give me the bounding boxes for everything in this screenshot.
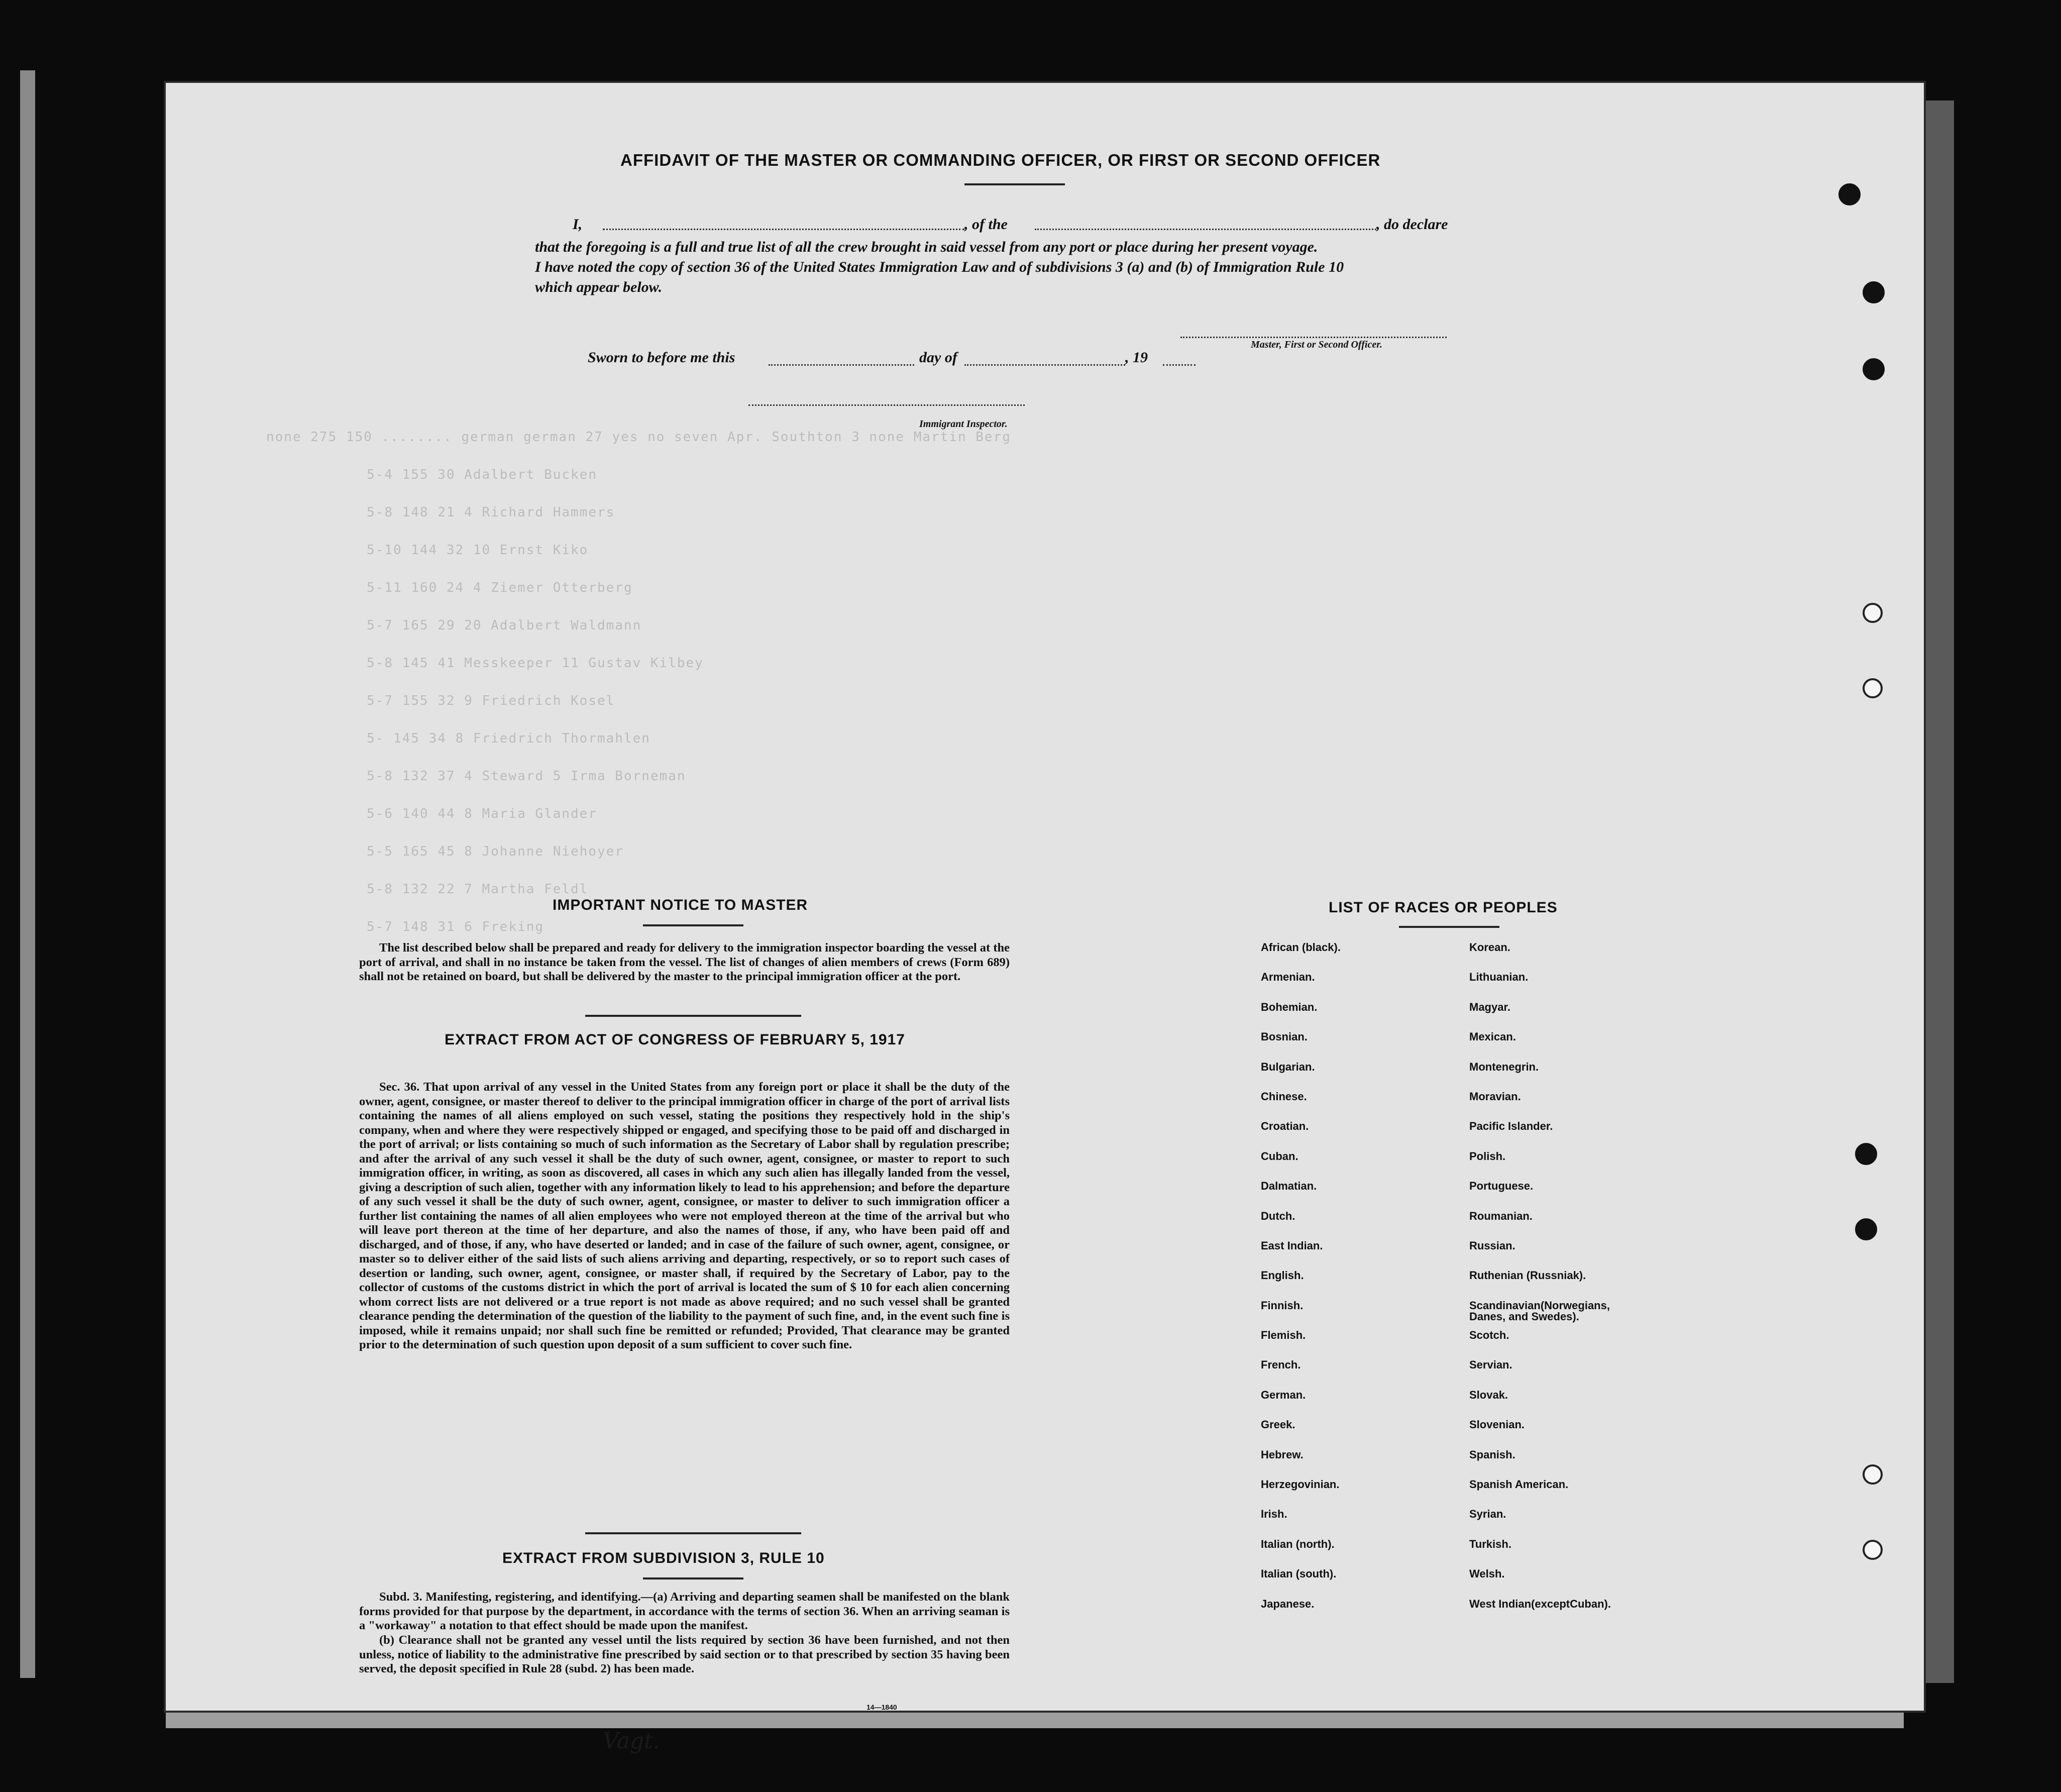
handwritten-agent-note: Vagt. xyxy=(603,1728,660,1754)
race-item: Scandinavian(Norwegians, Danes, and Swedes). xyxy=(1469,1299,1610,1323)
name-field-line xyxy=(603,229,964,230)
bleed-through-text: 5-7 165 29 20 Adalbert Waldmann xyxy=(367,618,642,633)
race-item: Mexican. xyxy=(1469,1030,1516,1043)
notice-underline xyxy=(643,924,743,926)
race-item: Cuban. xyxy=(1261,1149,1298,1163)
race-item: German. xyxy=(1261,1388,1306,1401)
punch-hole xyxy=(1863,358,1885,380)
of-the-text: , of the xyxy=(964,216,1008,233)
sworn-text: Sworn to before me this xyxy=(588,349,735,366)
affidavit-title: AFFIDAVIT OF THE MASTER OR COMMANDING OFFICER, OR FIRST OR SECOND OFFICER xyxy=(620,151,1381,169)
punch-hole xyxy=(1855,1143,1877,1165)
affidavit-line-2: that the foregoing is a full and true list of all the crew brought in said vessel from any port or place during her present voyage. xyxy=(535,239,1318,255)
rule-extract-title: EXTRACT FROM SUBDIVISION 3, RULE 10 xyxy=(502,1550,825,1566)
race-item: Bohemian. xyxy=(1261,1000,1318,1013)
race-item: Spanish. xyxy=(1469,1448,1515,1461)
race-item: Lithuanian. xyxy=(1469,971,1529,984)
rule-underline xyxy=(643,1577,743,1579)
race-item: Dutch. xyxy=(1261,1209,1295,1222)
race-item: Irish. xyxy=(1261,1508,1287,1521)
race-item: Italian (south). xyxy=(1261,1567,1337,1580)
race-item: Italian (north). xyxy=(1261,1537,1335,1550)
day-of-text: day of xyxy=(919,349,957,366)
punch-hole xyxy=(1863,281,1885,303)
punch-hole xyxy=(1863,1540,1883,1560)
race-item: English. xyxy=(1261,1269,1304,1282)
race-item: Russian. xyxy=(1469,1239,1515,1252)
race-item: French. xyxy=(1261,1358,1301,1372)
race-item: Chinese. xyxy=(1261,1090,1307,1103)
master-signature-line xyxy=(1180,337,1447,338)
race-item: Polish. xyxy=(1469,1149,1506,1163)
race-item: Welsh. xyxy=(1469,1567,1505,1580)
rule-subdivision-a: Subd. 3. Manifesting, registering, and identifying.—(a) Arriving and departing seamen shall be manifested on the blank forms provided for that purpose by the department, in accordance with the terms of section 36. When an arriving seaman is a "workaway" a notation to that effect should be made upon the manifest. xyxy=(359,1590,1010,1632)
sworn-day-line xyxy=(769,364,914,366)
punch-hole xyxy=(1863,678,1883,698)
race-item: West Indian(exceptCuban). xyxy=(1469,1597,1611,1610)
affidavit-line-4: which appear below. xyxy=(535,279,663,295)
act-extract-body: Sec. 36. That upon arrival of any vessel in the United States from any foreign port or place it shall be the duty of the owner, agent, consignee, or master thereof to deliver to the principal immigration officer in charge of the port of arrival lists containing the names of all aliens employed on such vessel, stating the positions they respectively hold in the ship's company, when and where they were respectively shipped or engaged, and specifying those to be paid off and discharged in the port of arrival; or lists containing so much of such information as the Secretary of Labor shall by regulation prescribe; and after the arrival of any such vessel it shall be the duty of such owner, agent, consignee, or master to report to such immigration officer, in writing, as soon as discovered, all cases in which any such alien has illegally landed from the vessel, giving a description of such alien, together with any information likely to lead to his apprehension; and before the departure of any such vessel it shall be the duty of such owner, agent, consignee, or master to deliver to such immigration officer a further list containing the names of all alien employees who were not employed thereon at the time of the arrival but who will leave port thereon at the time of her departure, and also the names of those, if any, who have been paid off and discharged, and of those, if any, who have deserted or landed; and in case of the failure of such owner, agent, consignee, or master so to deliver either of the said lists of such aliens arriving and departing, respectively, or so to report such cases of desertion or landing, such owner, agent, consignee, or master shall, if required by the Secretary of Labor, pay to the collector of customs of the customs district in which the port of arrival is located the sum of $ 10 for each alien concerning whom correct lists are not delivered or a true report is not made as above required; and no such vessel shall be granted clearance pending the determination of the question of the liability to the payment of such fine, and, in the event such fine is imposed, while it remains unpaid; nor shall such fine be remitted or refunded; Provided, That clearance may be granted prior to the determination of such question upon deposit of a sum sufficient to cover such fine. xyxy=(359,1080,1010,1351)
race-item: Pacific Islander. xyxy=(1469,1120,1553,1133)
race-item: Finnish. xyxy=(1261,1299,1304,1312)
act-divider xyxy=(585,1532,801,1534)
bleed-through-text: 5-4 155 30 Adalbert Bucken xyxy=(367,467,597,482)
race-item: Dalmatian. xyxy=(1261,1180,1317,1193)
race-item: Servian. xyxy=(1469,1358,1512,1372)
sworn-year-line xyxy=(1163,364,1196,366)
bleed-through-text: 5-8 145 41 Messkeeper 11 Gustav Kilbey xyxy=(367,656,704,671)
bleed-through-text: 5-7 148 31 6 Freking xyxy=(367,919,545,934)
race-item: East Indian. xyxy=(1261,1239,1323,1252)
race-item: Ruthenian (Russniak). xyxy=(1469,1269,1586,1282)
races-title: LIST OF RACES OR PEOPLES xyxy=(1329,899,1558,916)
race-item: Greek. xyxy=(1261,1418,1295,1431)
race-item: Flemish. xyxy=(1261,1329,1306,1342)
background-sheet-right xyxy=(1924,100,1954,1683)
rule-subdivision-b: (b) Clearance shall not be granted any vessel until the lists required by section 36 have been furnished, and not then unless, notice of liability to the administrative fine prescribed by said section or to that prescribed by section 35 having been served, the deposit specified in Rule 28 (subd. 2) has been made. xyxy=(359,1633,1010,1675)
bleed-through-text: none 275 150 ........ german german 27 yes no seven Apr. Southton 3 none Martin Berg xyxy=(266,430,1011,445)
race-item: Turkish. xyxy=(1469,1537,1511,1550)
declare-prefix: I, xyxy=(573,216,583,233)
races-underline xyxy=(1399,926,1499,928)
race-item: Magyar. xyxy=(1469,1000,1510,1013)
race-item: Croatian. xyxy=(1261,1120,1309,1133)
race-item: Scotch. xyxy=(1469,1329,1509,1342)
race-item: Slovenian. xyxy=(1469,1418,1525,1431)
title-underline xyxy=(964,183,1065,185)
race-item: Herzegovinian. xyxy=(1261,1478,1340,1491)
race-item: Syrian. xyxy=(1469,1508,1506,1521)
race-item: Bosnian. xyxy=(1261,1030,1308,1043)
do-declare-text: , do declare xyxy=(1376,216,1448,233)
bleed-through-text: 5-5 165 45 8 Johanne Niehoyer xyxy=(367,844,624,859)
bleed-through-text: 5-8 132 37 4 Steward 5 Irma Borneman xyxy=(367,769,686,784)
bleed-through-text: 5-10 144 32 10 Ernst Kiko xyxy=(367,543,589,558)
master-caption: Master, First or Second Officer. xyxy=(1251,339,1382,350)
bleed-through-text: 5- 145 34 8 Friedrich Thormahlen xyxy=(367,731,650,746)
punch-hole xyxy=(1863,1464,1883,1485)
race-item: Portuguese. xyxy=(1469,1180,1534,1193)
races-list-left xyxy=(1261,942,1462,1628)
year-prefix-text: , 19 xyxy=(1125,349,1148,366)
races-list-right xyxy=(1469,942,1680,1628)
bleed-through-text: 5-6 140 44 8 Maria Glander xyxy=(367,806,597,821)
punch-hole xyxy=(1838,183,1861,205)
vessel-field-line xyxy=(1035,229,1376,230)
race-item: Hebrew. xyxy=(1261,1448,1304,1461)
race-item: Roumanian. xyxy=(1469,1209,1533,1222)
notice-body: The list described below shall be prepared and ready for delivery to the immigration inspector boarding the vessel at the port of arrival, and shall in no instance be taken from the vessel. The list of changes of alien members of crews (Form 689) shall not be retained on board, but shall be delivered by the master to the principal immigration officer at the port. xyxy=(359,941,1010,983)
notice-divider xyxy=(585,1015,801,1017)
sworn-month-line xyxy=(964,364,1125,366)
race-item: Bulgarian. xyxy=(1261,1060,1315,1073)
race-item: African (black). xyxy=(1261,941,1341,954)
race-item: Armenian. xyxy=(1261,971,1315,984)
punch-hole xyxy=(1855,1218,1877,1240)
notice-title: IMPORTANT NOTICE TO MASTER xyxy=(553,897,808,913)
race-item: Spanish American. xyxy=(1469,1478,1569,1491)
race-item: Slovak. xyxy=(1469,1388,1508,1401)
race-item: Montenegrin. xyxy=(1469,1060,1539,1073)
bleed-through-text: 5-11 160 24 4 Ziemer Otterberg xyxy=(367,580,633,595)
background-sheet-left-edge xyxy=(20,70,35,1678)
inspector-caption: Immigrant Inspector. xyxy=(919,418,1008,430)
inspector-signature-line xyxy=(748,404,1025,406)
form-number: 14—1840 xyxy=(866,1703,897,1711)
act-extract-title: EXTRACT FROM ACT OF CONGRESS OF FEBRUARY 5, 1917 xyxy=(445,1031,905,1048)
race-item: Korean. xyxy=(1469,941,1510,954)
affidavit-page xyxy=(166,83,1924,1711)
bleed-through-text: 5-8 148 21 4 Richard Hammers xyxy=(367,505,615,520)
bleed-through-text: 5-7 155 32 9 Friedrich Kosel xyxy=(367,693,615,708)
bleed-through-text: 5-8 132 22 7 Martha Feldl xyxy=(367,882,589,897)
punch-hole xyxy=(1863,603,1883,623)
affidavit-line-3: I have noted the copy of section 36 of the United States Immigration Law and of subdivisions 3 (a) and (b) of Immigration Rule 10 xyxy=(535,259,1344,275)
race-item: Japanese. xyxy=(1261,1597,1315,1610)
race-item: Moravian. xyxy=(1469,1090,1521,1103)
